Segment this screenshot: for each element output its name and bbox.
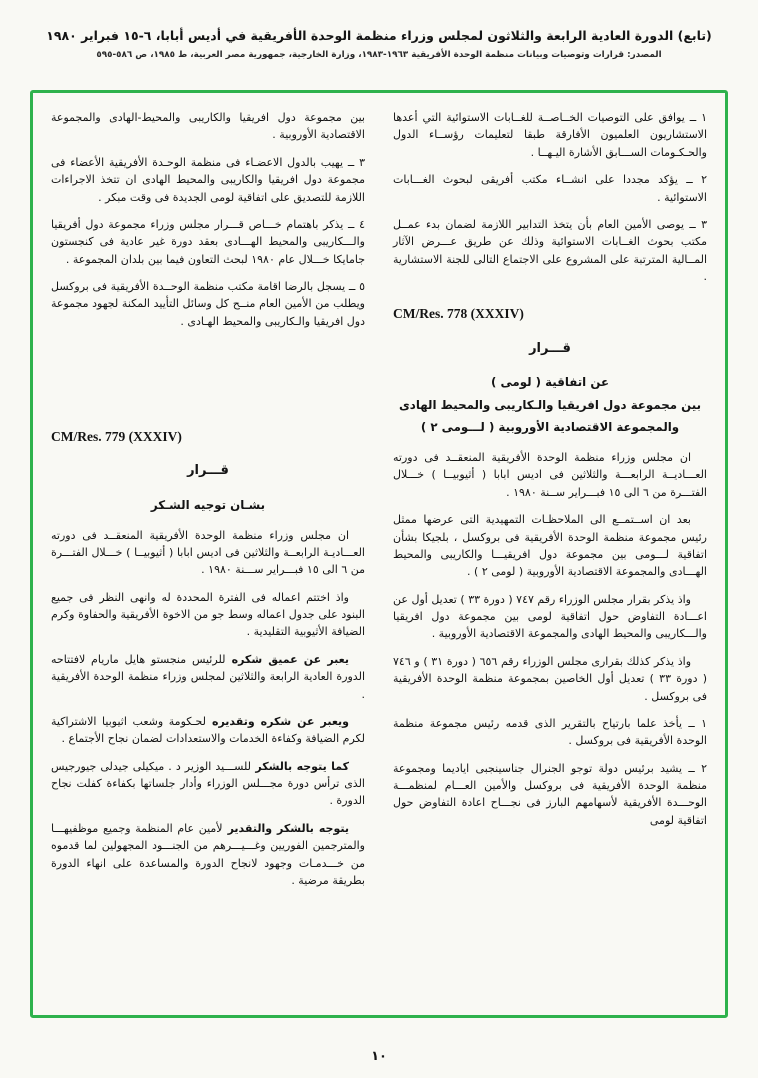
paragraph: ١ ــ يأخذ علما بارتياح بالتقرير الذى قدمه رئيس مجموعة منظمة الوحدة الأفريقية فى بروكسل . <box>393 716 707 748</box>
paragraph: ٢ ــ يشيد برئيس دولة توجو الجنرال جناسينجبى اياديما ومجموعة منظمة الوحدة الأفريقية فى بروكسل والأمين العـــام لمنظمـــة الوحـــدة الأفريقية لأسهامهم البارز فى نجـــاح اعادة التفاوض حول اتفاقية لومى <box>393 761 707 827</box>
paragraph: ٤ ــ يذكر باهتمام خـــاص قـــرار مجلس وزراء مجموعة دول أفريقيا والـــكاريبى والمحيط الهـــادى بعقد دورة غير عادية فى كنجستون جامايكا خـــلال عام ١٩٨٠ لبحث التعاون فيما بين بلدان المجموعة . <box>51 217 365 266</box>
paragraph: يتوجه بالشكر والتقدير لأمين عام المنظمة وجميع موظفيهـــا والمترجمين الفوريين وغـــيـــرهم من الجنـــود المجهولين لما قدموه من خـــدمـات وجهود لانجاح الدورة والمساعدة على انهاء الدورة بطريقة مرضية . <box>51 821 365 887</box>
paragraph: بين مجموعة دول افريقيا والكاريبى والمحيط-الهادى والمجموعة الاقتصادية الأوروبية . <box>51 111 365 142</box>
paragraph: واذ يذكر كذلك بقرارى مجلس الوزراء رقم ٦٥٦ ( دورة ٣١ ) و ٧٤٦ ( دورة ٣٣ ) تعديل أول الخاصين بمجموعة منظمة الوحدة الأفريقية فى بروكسل . <box>393 654 707 703</box>
paragraph: ٥ ــ يسجل بالرضا اقامة مكتب منظمة الوحــدة الأفريقية فى بروكسل ويطلب من الأمين العام منــح كل وسائل التأييد المكنة لجهود مجموعة دول افريقيا والـكاريبى والمحيط الهـادى . <box>51 280 365 328</box>
header-source-line: المصدر: قرارات وتوصيات وبيانات منظمة الوحدة الأفريقية ١٩٦٣-١٩٨٣، وزارة الخارجية، جمهورية مصر العربية، ط ١٩٨٥، ص ٥٨٦-٥٩٥ <box>96 50 662 60</box>
document-header <box>0 0 758 60</box>
resolution-subtitle: بين مجموعة دول افريقيا والـكاريبى والمحيط الهادى <box>398 397 702 412</box>
paragraph: بعد ان اســتمــع الى الملاحظـات التمهيدية التى عرضها ممثل رئيس مجموعة منظمة الوحدة الأفريقية فى بروكسل ، بلجيكا بشأن اتفاقية لـــومى بين مجموعة دول افريقيـــا والكاريبى والمحيط الهـــادى والمجموعة الاقتصادية الأوروبية ( لومى ٢ ) . <box>393 513 707 579</box>
resolution-title: قـــرار <box>529 340 571 356</box>
paragraph: ٣ ــ يهيب بالدول الاعضـاء فى منظمة الوحـدة الأفريقية الأعضاء فى مجموعة دول افريقيا والكاريبى والمحيط الهادى ان تتخذ الاجراءات اللازمة للتصديق على اتفاقية لومى الجديدة فى وقت مبكر . <box>51 155 365 204</box>
resolution-subtitle: عن اتفاقية ( لومى ) <box>490 375 610 390</box>
column-right <box>393 109 707 1005</box>
paragraph-bold-lead: كما يتوجه بالشكر <box>250 759 349 773</box>
paragraph-bold-lead: يعبر عن عميق شكره <box>225 652 349 666</box>
two-column-layout <box>51 109 707 1005</box>
paragraph: ١ ــ يوافق على التوصيات الخــاصــة للغــابات الاستوائية التي أعدها الاستشاريون العلميون الأفارقة طبقا لتعليمات رؤســاء الدول والحـكـومات الســـابق الأشارة اليـهــا . <box>393 111 707 159</box>
paragraph: ان مجلس وزراء منظمة الوحدة الأفريقية المنعقــد فى دورته العـــاديــة الرابعـــة والثلاثين فى اديس ابابا ( أثيوبيــا ) خـــلال الفتـــرة من ٦ الى ١٥ فبـــراير ســنة ١٩٨٠ . <box>393 451 707 499</box>
paragraph: ويعبر عن شكره وتقديره لحـكومة وشعب اثيوبيا الاشتراكية لكرم الضيافة وكفاءة الخدمات والاستعدادات لضمان نجاح الأجتماع . <box>51 714 365 746</box>
paragraph-bold-lead: يتوجه بالشكر والتقدير <box>222 821 349 835</box>
paragraph: واذ اختتم اعماله فى الفترة المحددة له وانهى النظر فى جميع البنود على جدول اعماله وسط جو من الاخوة الأفريقية والحفاوة وكرم الضيافة الأثيوبية التقليدية . <box>51 590 365 639</box>
column-left <box>51 109 365 1005</box>
paragraph: ان مجلس وزراء منظمة الوحدة الأفريقية المنعقــد فى دورته العـــاديـة الرابعــة والثلاثين فى اديس ابابا ( أثيوبيــا ) خـــلال الفتـــرة من ٦ الى ١٥ فبـــراير ســـنة ١٩٨٠ . <box>51 528 365 577</box>
resolution-ref: CM/Res. 778 (XXXIV) <box>393 306 524 322</box>
page-number: ١٠ <box>371 1049 387 1064</box>
paragraph: ٣ ــ يوصى الأمين العام بأن يتخذ التدابير اللازمة لضمان بدء عمــل مكتب بحوث الغــابات الاستوائية وذلك عن طريق عـــرض الآثار المــالية المترتبة على المشروع على الاجتماع التالى للجنة الاستشارية . <box>393 217 707 283</box>
paragraph-bold-lead: ويعبر عن شكره وتقديره <box>206 714 349 728</box>
resolution-title: قـــرار <box>187 463 229 479</box>
content-border-box <box>30 90 728 1018</box>
resolution-subtitle: بشـان توجيه الشـكر <box>150 497 266 512</box>
resolution-subtitle: والمجموعة الاقتصادية الأوروبية ( لـــومى ٢ ) <box>420 420 680 435</box>
header-title: (تابع) الدورة العادية الرابعة والثلاثون لمجلس وزراء منظمة الوحدة الأفريقية في أديس أبابا، ٦-١٥ فبراير ١٩٨٠ <box>46 28 712 43</box>
paragraph: واذ يذكر بقرار مجلس الوزراء رقم ٧٤٧ ( دورة ٣٣ ) تعديل أول عن اعـــادة التفاوض حول اتفاقية لومى بين مجموعة دول افريقيا والـــكاريبى والمحيط الهادى والمجموعة الاقتصادية الأوروبية . <box>393 592 707 641</box>
resolution-ref: CM/Res. 779 (XXXIV) <box>51 429 182 445</box>
paragraph: يعبر عن عميق شكره للرئيس منجستو هايل ماريام لافتتاحه الدورة العادية الرابعة والثلاثين لمجلس وزراء منظمة الوحدة الأفريقية . <box>51 652 365 701</box>
paragraph: كما يتوجه بالشكر للســـيد الوزير د . ميكيلى جيدلى جيورجيس الذى ترأس دورة مجـــلس الوزراء وأدار جلساتها بكفاءة كفلت نجاح الدورة . <box>51 759 365 808</box>
paragraph: ٢ ــ يؤكد مجددا على انشــاء مكتب أفريقى لبحوث الغـــابات الاستوائية . <box>393 173 707 204</box>
